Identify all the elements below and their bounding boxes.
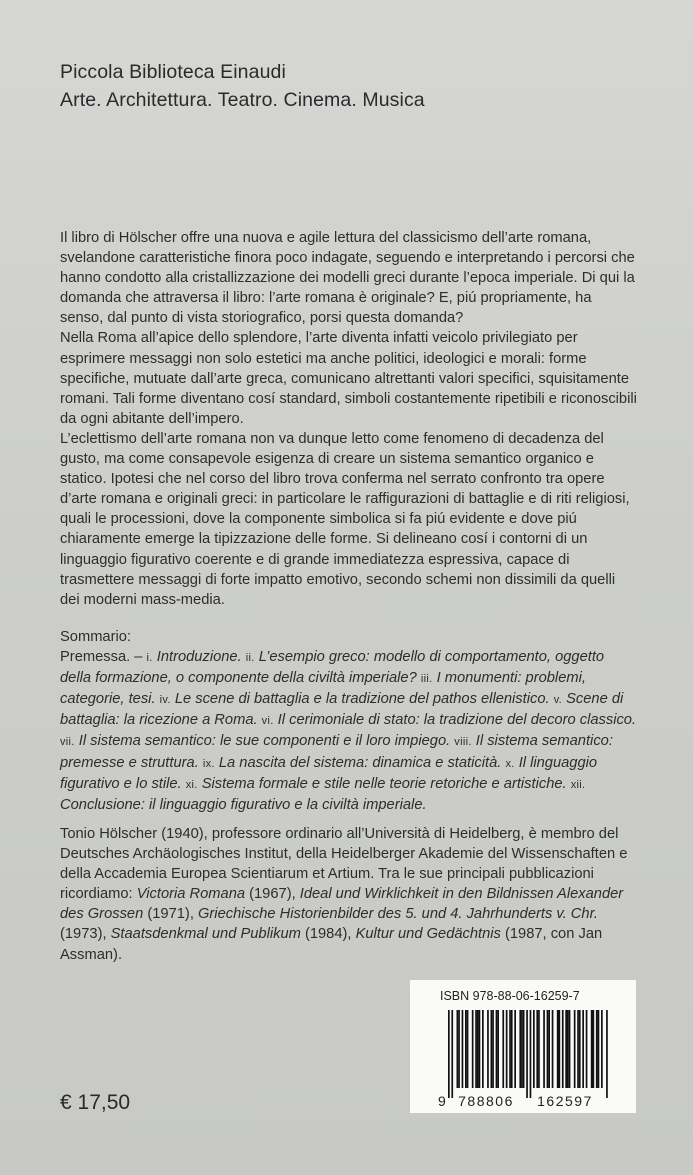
barcode-digits-right: 162597 bbox=[537, 1093, 593, 1108]
barcode-bar bbox=[487, 1010, 489, 1088]
barcode-bar bbox=[543, 1010, 545, 1088]
price: € 17,50 bbox=[60, 1091, 131, 1114]
toc-chapter-number: x. bbox=[505, 757, 515, 770]
barcode-bar bbox=[591, 1010, 593, 1088]
barcode-bar bbox=[536, 1010, 538, 1088]
toc-chapter-title: Il cerimoniale di stato: la tradizione del decoro classico. bbox=[277, 712, 637, 729]
barcode-bar bbox=[577, 1010, 579, 1088]
barcode-icon bbox=[438, 1010, 618, 1108]
barcode-bar bbox=[593, 1010, 595, 1088]
barcode-bar bbox=[579, 1010, 581, 1088]
toc-chapter-number: ii. bbox=[245, 652, 255, 665]
barcode-bar bbox=[519, 1010, 521, 1088]
toc-chapter-number: v. bbox=[553, 694, 563, 707]
toc-chapter-number: vi. bbox=[261, 715, 274, 728]
barcode-bar bbox=[479, 1010, 481, 1088]
isbn-label: ISBN 978-88-06-16259-7 bbox=[440, 989, 580, 1003]
barcode-bar bbox=[462, 1010, 464, 1088]
barcode-bar bbox=[523, 1010, 525, 1088]
toc-chapter-number: iv. bbox=[159, 694, 171, 707]
barcode-digits-left: 788806 bbox=[458, 1093, 514, 1108]
barcode-bar bbox=[582, 1010, 584, 1088]
series-name: Piccola Biblioteca Einaudi bbox=[60, 61, 286, 83]
barcode-bar bbox=[448, 1010, 450, 1098]
barcode-bar bbox=[514, 1010, 516, 1088]
barcode-bar bbox=[482, 1010, 484, 1088]
barcode-bar bbox=[601, 1010, 603, 1088]
barcode-bar bbox=[465, 1010, 467, 1088]
toc-chapter-title: I monumenti: problemi, categorie, tesi. bbox=[60, 670, 586, 708]
barcode-bar bbox=[547, 1010, 549, 1088]
barcode-bar bbox=[562, 1010, 564, 1088]
toc-chapter-title: Scene di battaglia: la ricezione a Roma. bbox=[60, 691, 624, 729]
author-work-title: Staatsdenkmal und Publikum bbox=[110, 926, 301, 943]
description-paragraph-1: Il libro di Hölscher offre una nuova e agile lettura del classicismo dell’arte romana, svelandone caratteristiche finora poco indagate, seguendo e interpretando i percorsi che hanno condotto alla cristallizzazione dei modelli greci durante l’epoca imperiale. Di qui la domanda che attraversa il libro: l’arte romana è originale? E, piú propriamente, ha senso, dal punto di vista storiografico, porsi questa domanda? bbox=[60, 230, 635, 327]
toc-chapter-number: xi. bbox=[185, 778, 198, 791]
barcode-bar bbox=[569, 1010, 571, 1088]
toc-chapter-title: Il sistema semantico: le sue componenti e il loro impiego. bbox=[78, 733, 451, 750]
description-paragraph-3: L’eclettismo dell’arte romana non va dunque letto come fenomeno di decadenza del gusto, ma come consapevole esigenza di creare un sistema semantico organico e statico. Ipotesi che nel corso del libro trova conferma nel serrato confronto tra opere d’arte romana e originali greci: in particolare le raffigurazioni di battaglie e di riti religiosi, quali le processioni, dove la componente simbolica si fa piú evidente e dove piú chiaramente emerge la tipizzazione delle forme. Si delineano cosí i contorni di un linguaggio figurativo coerente e di grande immediatezza espressiva, capace di trasmettere messaggi di forte impatto emotivo, secondo schemi non dissimili da quelli dei moderni mass-media. bbox=[60, 430, 630, 608]
toc-chapter-number: xii. bbox=[570, 778, 586, 791]
author-work-year: (1973), bbox=[60, 926, 111, 943]
table-of-contents bbox=[60, 627, 638, 815]
barcode-digit-first: 9 bbox=[438, 1093, 446, 1108]
barcode-bar bbox=[586, 1010, 588, 1088]
barcode-bar bbox=[557, 1010, 559, 1088]
barcode-bar bbox=[598, 1010, 600, 1088]
barcode-bar bbox=[548, 1010, 550, 1088]
barcode-bar bbox=[552, 1010, 554, 1088]
toc-chapter-title: Introduzione. bbox=[156, 649, 242, 666]
description-paragraph-2: Nella Roma all’apice dello splendore, l’arte diventa infatti veicolo privilegiato per esprimere messaggi non solo estetici ma anche politici, ideologici e morali: forme specifiche, mutuate dall’arte greca, comunicano altrettanti valori specifici, squisitamente romani. Tali forme diventano cosí standard, simboli costantemente ripetibili e riconoscibili da ogni abitante dell’impero. bbox=[60, 330, 637, 427]
barcode-bar bbox=[526, 1010, 528, 1098]
barcode-bar bbox=[458, 1010, 460, 1088]
toc-chapter-title: L’esempio greco: modello di comportamento, oggetto della formazione, o componente della civiltà imperiale? bbox=[60, 649, 605, 687]
author-work-year: (1967), bbox=[245, 886, 300, 903]
toc-heading: Sommario: bbox=[60, 629, 132, 645]
barcode-bar bbox=[606, 1010, 608, 1098]
barcode-bar bbox=[491, 1010, 493, 1088]
toc-chapter-title: Il sistema semantico: premesse e struttura. bbox=[60, 733, 613, 771]
toc-chapter-title: Conclusione: il linguaggio figurativo e la civiltà imperiale. bbox=[60, 796, 427, 813]
toc-chapter-number: vii. bbox=[60, 736, 75, 749]
barcode-bar bbox=[521, 1010, 523, 1088]
author-paragraph bbox=[60, 824, 638, 965]
barcode-bar bbox=[475, 1010, 477, 1088]
barcode-bar bbox=[497, 1010, 499, 1088]
series-title bbox=[60, 58, 425, 114]
barcode-bar bbox=[538, 1010, 540, 1088]
author-work-title: Ideal und Wirklichkeit in den Bildnissen Alexander des Grossen bbox=[60, 886, 624, 923]
barcode-bar bbox=[496, 1010, 498, 1088]
barcode-bar bbox=[533, 1010, 535, 1088]
barcode-bar bbox=[451, 1010, 453, 1098]
barcode-bar bbox=[457, 1010, 459, 1088]
toc-chapter-number: ix. bbox=[202, 757, 215, 770]
barcode-bar bbox=[509, 1010, 511, 1088]
toc-chapter-title: Sistema formale e stile nelle teorie retoriche e artistiche. bbox=[201, 775, 567, 792]
barcode-bar bbox=[530, 1010, 532, 1098]
series-subtitle: Arte. Architettura. Teatro. Cinema. Musica bbox=[60, 89, 425, 111]
toc-premessa: Premessa. – bbox=[60, 649, 143, 666]
toc-chapter-title: La nascita del sistema: dinamica e staticità. bbox=[218, 754, 502, 771]
toc-chapter-number: iii. bbox=[420, 673, 433, 686]
barcode-bar bbox=[472, 1010, 474, 1088]
toc-chapter-number: viii. bbox=[454, 736, 472, 749]
toc-chapter-title: Le scene di battaglia e la tradizione del pathos ellenistico. bbox=[174, 691, 550, 708]
barcode-bar bbox=[511, 1010, 513, 1088]
author-work-year: (1971), bbox=[143, 906, 198, 923]
author-work-year: (1984), bbox=[300, 926, 356, 943]
author-work-year: (1987, con Jan Assman). bbox=[60, 926, 603, 963]
author-bio bbox=[60, 824, 638, 965]
toc-entries bbox=[60, 647, 638, 815]
barcode-bar bbox=[492, 1010, 494, 1088]
toc-chapter-title: Il linguaggio figurativo e lo stile. bbox=[60, 754, 598, 792]
barcode-bar bbox=[506, 1010, 508, 1088]
toc-chapter-number: i. bbox=[146, 652, 153, 665]
barcode-bar bbox=[502, 1010, 504, 1088]
barcode-bar bbox=[567, 1010, 569, 1088]
barcode-bar bbox=[574, 1010, 576, 1088]
barcode-bar bbox=[477, 1010, 479, 1088]
barcode-bar bbox=[559, 1010, 561, 1088]
barcode-bar bbox=[596, 1010, 598, 1088]
author-work-title: Griechische Historienbilder des 5. und 4. Jahrhunderts v. Chr. bbox=[197, 906, 599, 923]
book-description bbox=[60, 228, 638, 610]
barcode-bar bbox=[467, 1010, 469, 1088]
isbn-barcode-box bbox=[410, 980, 636, 1113]
author-intro: Tonio Hölscher (1940), professore ordinario all’Università di Heidelberg, è membro del Deutsches Archäologisches Institut, della Heidelberger Akademie del Wissenschaften e della Accademia Europea Scientiarum et Artium. Tra le sue principali pubblicazioni ricordiamo: bbox=[60, 826, 628, 903]
barcode-bar bbox=[565, 1010, 567, 1088]
author-work-title: Kultur und Gedächtnis bbox=[355, 926, 501, 943]
author-work-title: Victoria Romana bbox=[136, 886, 246, 903]
